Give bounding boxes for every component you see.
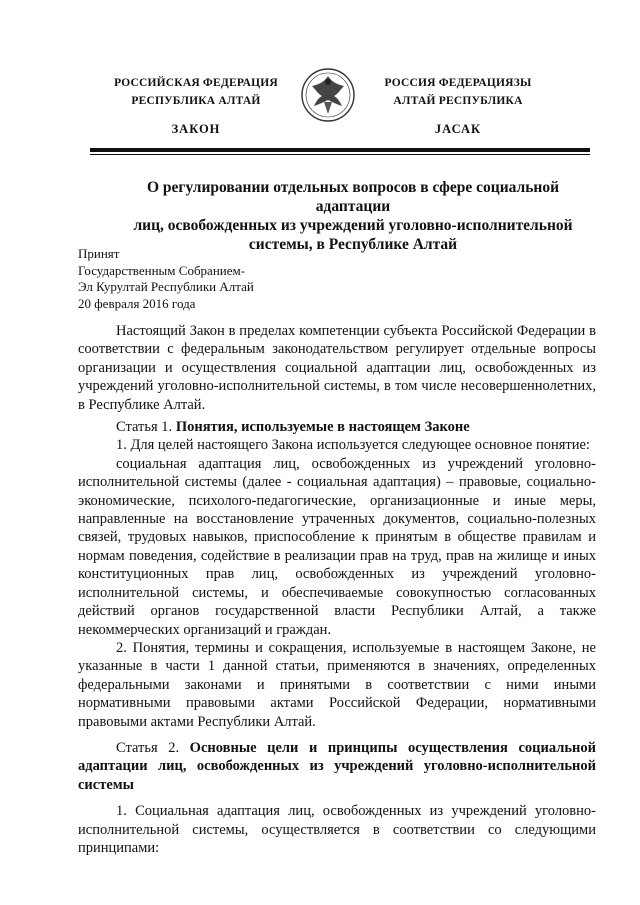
article-1-part-1: 1. Для целей настоящего Закона используется следующее основное понятие: [116, 437, 590, 454]
law-title-line: О регулировании отдельных вопросов в сфере социальной адаптации [146, 179, 560, 215]
preamble-paragraph: Настоящий Закон в пределах компетенции субъекта Российской Федерации в соответствии с федеральным законодательством регулирует отдельные вопросы организации и осуществления социальной адаптации лиц, освобожденных из учреждений уголовно-исполнительной системы, в том числе несовершеннолетних, в Республике Алтай. [78, 323, 596, 413]
header-right-block [358, 74, 558, 138]
article-2-part-1: 1. Социальная адаптация лиц, освобожденных из учреждений уголовно-исполнительной системы, осуществляется в соответствии со следующими принципами: [78, 803, 596, 856]
header-left-block [96, 74, 296, 138]
article-1-title: Понятия, используемые в настоящем Законе [175, 419, 470, 436]
header-divider-thick [90, 148, 590, 152]
header-right-law: JАСАК [434, 122, 482, 136]
article-2-heading [78, 739, 596, 794]
adoption-block [78, 246, 254, 312]
header-divider-thin [90, 154, 590, 155]
article-1-definition: социальная адаптация лиц, освобожденных из учреждений уголовно-исполнительной системы (далее - социальная адаптация) – правовые, социально-экономические, психолого-педагогические, организационные и иные меры, направленные на восстановление утраченных документов, социально-полезных связей, трудовых навыков, приспособление к принятым в обществе правилам и нормам поведения, содействие в реализации прав на труд, прав на жилище и иных конституционных прав лиц, освобожденных из учреждений уголовно-исполнительной системы, и обеспечиваемые совокупностью согласованных действий органов государственной власти Республики Алтай, а также некоммерческих организаций и граждан. [78, 455, 596, 638]
adoption-line: Эл Курултай Республики Алтай [78, 279, 254, 294]
law-body [78, 322, 596, 857]
adoption-line: Государственным Собранием- [78, 262, 246, 278]
law-title [118, 178, 588, 254]
coat-of-arms-icon [300, 66, 356, 124]
article-1-part-2: 2. Понятия, термины и сокращения, используемые в настоящем Законе, не указанные в части 1 данной статьи, применяются в значениях, определенных федеральными законами и принятыми в соответствии с ними иными нормативными правовыми актами Российской Федерации, нормативными правовыми актами Республики Алтай. [78, 639, 596, 730]
article-1-heading [78, 418, 596, 436]
header-left-country: РОССИЙСКАЯ ФЕДЕРАЦИЯ [114, 77, 278, 89]
article-2-label: Статья 2. [116, 739, 190, 756]
law-title-line: лиц, освобожденных из учреждений уголовно-исполнительной [133, 217, 573, 234]
header-right-country: РОССИЯ ФЕДЕРАЦИЯЗЫ [384, 77, 532, 89]
adoption-line: Принят [78, 246, 120, 261]
article-1-label: Статья 1. [116, 419, 176, 436]
header-left-law: ЗАКОН [171, 122, 221, 136]
header-right-republic: АЛТАЙ РЕСПУБЛИКА [393, 95, 523, 107]
law-title-line: системы, в Республике Алтай [248, 236, 458, 253]
article-2-title: Основные цели и принципы осуществления социальной адаптации лиц, освобожденных из учреждений уголовно-исполнительной системы [78, 739, 596, 793]
adoption-date: 20 февраля 2016 года [78, 295, 196, 311]
header-left-republic: РЕСПУБЛИКА АЛТАЙ [131, 95, 261, 107]
